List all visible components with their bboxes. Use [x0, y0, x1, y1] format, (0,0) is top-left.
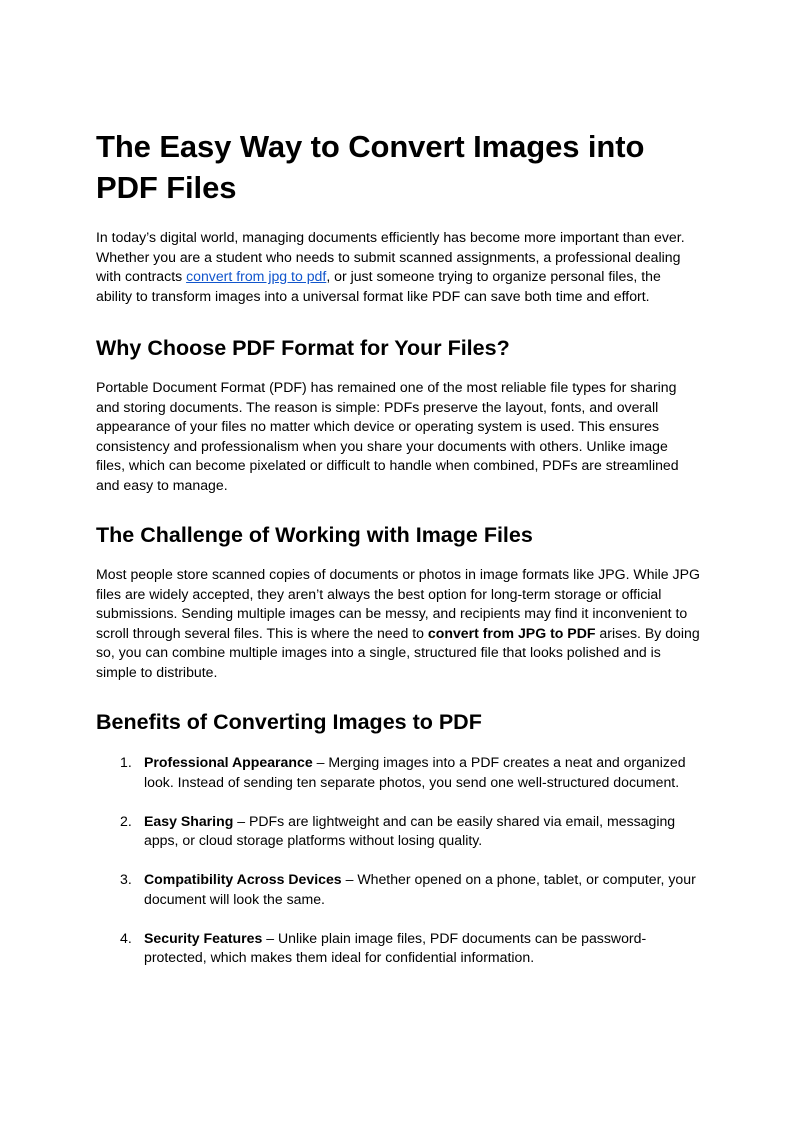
list-item: [96, 753, 700, 792]
list-item-number: 1.: [120, 754, 132, 770]
list-item-number: 2.: [120, 812, 132, 829]
list-item-number: 4.: [120, 929, 132, 946]
section-heading-benefits: Benefits of Converting Images to PDF: [96, 710, 482, 734]
list-item-number: 3.: [120, 871, 132, 887]
section-body-why-pdf: Portable Document Format (PDF) has remained one of the most reliable file types for sharing and storing documents. The reason is simple: PDFs preserve the layout, fonts, and overall appearance of your files no matter which device or operating system is used. This ensures consistency and professionalism when you share your documents with others. Unlike image files, which can become pixelated or difficult to handle when combined, PDFs are streamlined and easy to manage.: [96, 379, 679, 493]
convert-jpg-to-pdf-link[interactable]: convert from jpg to pdf: [186, 268, 327, 284]
challenge-text-after: arises. By doing so, you can combine multiple images into a single, structured file that looks polished and is simple to distribute.: [96, 624, 700, 680]
list-item-title: Professional Appearance: [144, 754, 313, 770]
section-heading-why-pdf: Why Choose PDF Format for Your Files?: [96, 336, 510, 360]
list-item-title: Easy Sharing: [144, 812, 234, 829]
list-item: [96, 812, 700, 851]
intro-text-before: In today’s digital world, managing documents efficiently has become more important than ever. Whether you are a student who needs to submit scanned assignments, a professional dealing with contracts: [96, 229, 685, 284]
document-page: [96, 126, 700, 987]
document-title: The Easy Way to Convert Images into PDF Files: [96, 129, 645, 205]
benefits-list: [96, 753, 700, 968]
list-item-text: – Unlike plain image files, PDF documents can be password-protected, which makes them ideal for confidential information.: [144, 929, 647, 965]
intro-paragraph: [96, 228, 700, 306]
list-item: [96, 870, 700, 909]
section-heading-challenge: The Challenge of Working with Image Files: [96, 523, 533, 547]
challenge-text-before: Most people store scanned copies of documents or photos in image formats like JPG. While JPG files are widely accepted, they aren’t always the best option for long-term storage or official submissions. Sending multiple images can be messy, and recipients may find it inconvenient to scroll through several files. This is where the need to: [96, 566, 700, 641]
list-item-text: – PDFs are lightweight and can be easily shared via email, messaging apps, or cloud storage platforms without losing quality.: [144, 812, 676, 848]
list-item-text: – Whether opened on a phone, tablet, or computer, your document will look the same.: [144, 871, 696, 907]
intro-text-after: , or just someone trying to organize personal files, the ability to transform images into a universal format like PDF can save both time and effort.: [96, 268, 661, 304]
list-item-title: Security Features: [144, 929, 263, 946]
list-item-text: – Merging images into a PDF creates a neat and organized look. Instead of sending ten separate photos, you send one well-structured document.: [144, 754, 686, 790]
list-item: [96, 929, 700, 968]
list-item-title: Compatibility Across Devices: [144, 871, 342, 887]
section-body-challenge: [96, 565, 700, 682]
challenge-bold-phrase: convert from JPG to PDF: [427, 624, 596, 641]
